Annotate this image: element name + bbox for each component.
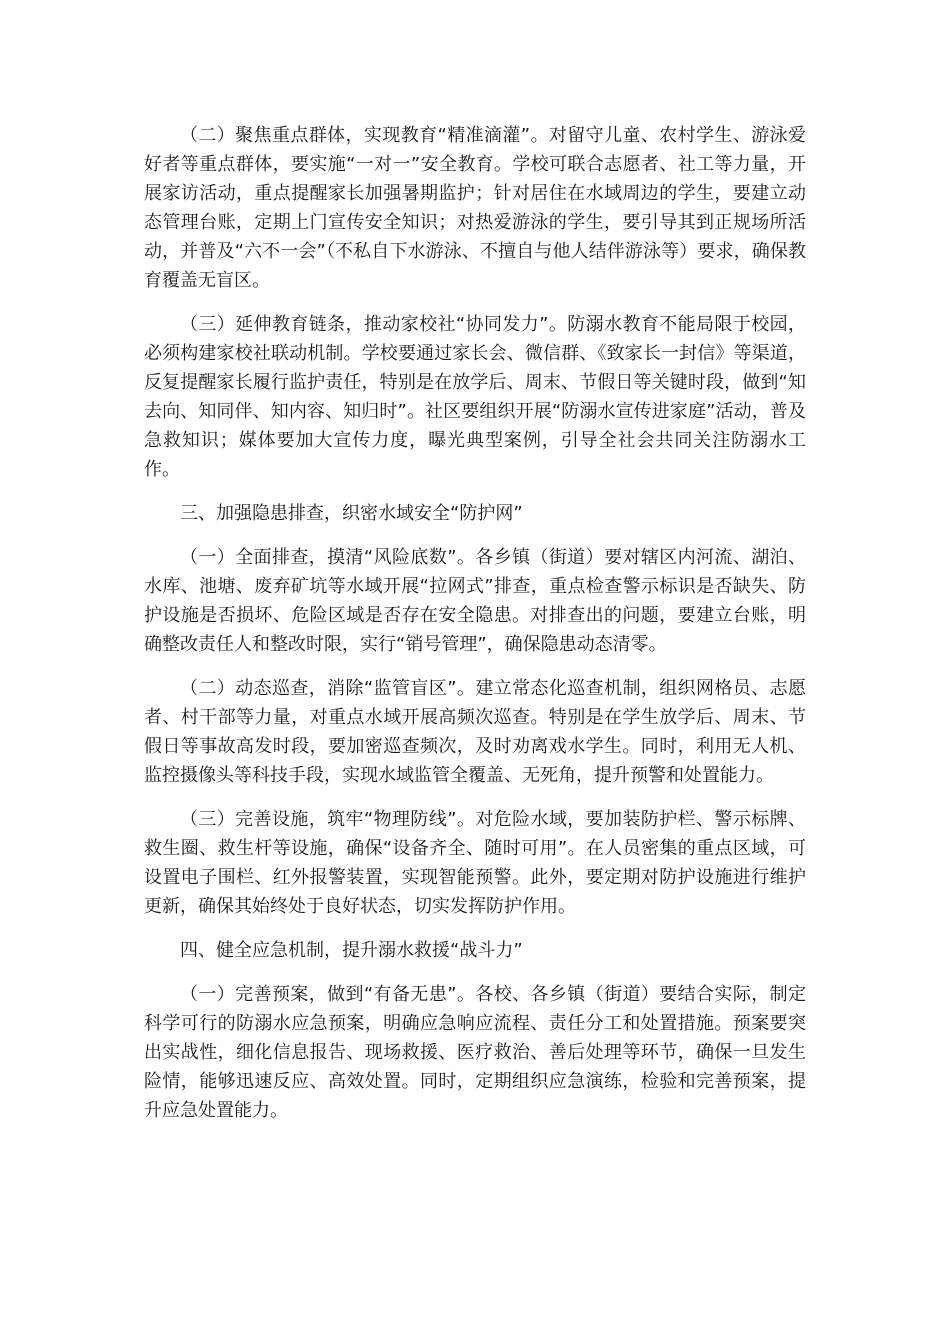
document-body xyxy=(144,121,806,1140)
paragraph-extend-education-chain: （三）延伸教育链条，推动家校社“协同发力”。防溺水教育不能局限于校园，必须构建家校社联动机制。学校要通过家长会、微信群、《致家长一封信》等渠道，反复提醒家长履行监护责任，特别是在放学后、周末、节假日等关键时段，做到“知去向、知同伴、知内容、知归时”。社区要组织开展“防溺水宣传进家庭”活动，普及急救知识；媒体要加大宣传力度，曝光典型案例，引导全社会共同关注防溺水工作。 xyxy=(144,314,806,480)
paragraph-focus-key-groups: （二）聚焦重点群体，实现教育“精准滴灌”。对留守儿童、农村学生、游泳爱好者等重点群体，要实施“一对一”安全教育。学校可联合志愿者、社工等力量，开展家访活动，重点提醒家长加强暑期监护；针对居住在水域周边的学生，要建立动态管理台账，定期上门宣传安全知识；对热爱游泳的学生，要引导其到正规场所活动，并普及“六不一会”（不私自下水游泳、不擅自与他人结伴游泳等）要求，确保教育覆盖无盲区。 xyxy=(144,125,806,291)
paragraph-dynamic-patrol: （二）动态巡查，消除“监管盲区”。建立常态化巡查机制，组织网格员、志愿者、村干部等力量，对重点水域开展高频次巡查。特别是在学生放学后、周末、节假日等事故高发时段，要加密巡查频次，及时劝离戏水学生。同时，利用无人机、监控摄像头等科技手段，实现水域监管全覆盖、无死角，提升预警和处置能力。 xyxy=(144,678,806,786)
section-heading-hazard-inspection: 三、加强隐患排查，织密水域安全“防护网” xyxy=(180,503,523,524)
paragraph-emergency-plan: （一）完善预案，做到“有备无患”。各校、各乡镇（街道）要结合实际，制定科学可行的防溺水应急预案，明确应急响应流程、责任分工和处置措施。预案要突出实战性，细化信息报告、现场救援、医疗救治、善后处理等环节，确保一旦发生险情，能够迅速反应、高效处置。同时，定期组织应急演练，检验和完善预案，提升应急处置能力。 xyxy=(144,984,806,1121)
paragraph-improve-facilities: （三）完善设施，筑牢“物理防线”。对危险水域，要加装防护栏、警示标牌、救生圈、救生杆等设施，确保“设备齐全、随时可用”。在人员密集的重点区域，可设置电子围栏、红外报警装置，实现智能预警。此外，要定期对防护设施进行维护更新，确保其始终处于良好状态，切实发挥防护作用。 xyxy=(144,809,806,917)
section-heading-emergency-mechanism: 四、健全应急机制，提升溺水救援“战斗力” xyxy=(180,940,523,961)
paragraph-comprehensive-inspection: （一）全面排查，摸清“风险底数”。各乡镇（街道）要对辖区内河流、湖泊、水库、池塘、废弃矿坑等水域开展“拉网式”排查，重点检查警示标识是否缺失、防护设施是否损坏、危险区域是否存在安全隐患。对排查出的问题，要建立台账，明确整改责任人和整改时限，实行“销号管理”，确保隐患动态清零。 xyxy=(144,547,806,655)
